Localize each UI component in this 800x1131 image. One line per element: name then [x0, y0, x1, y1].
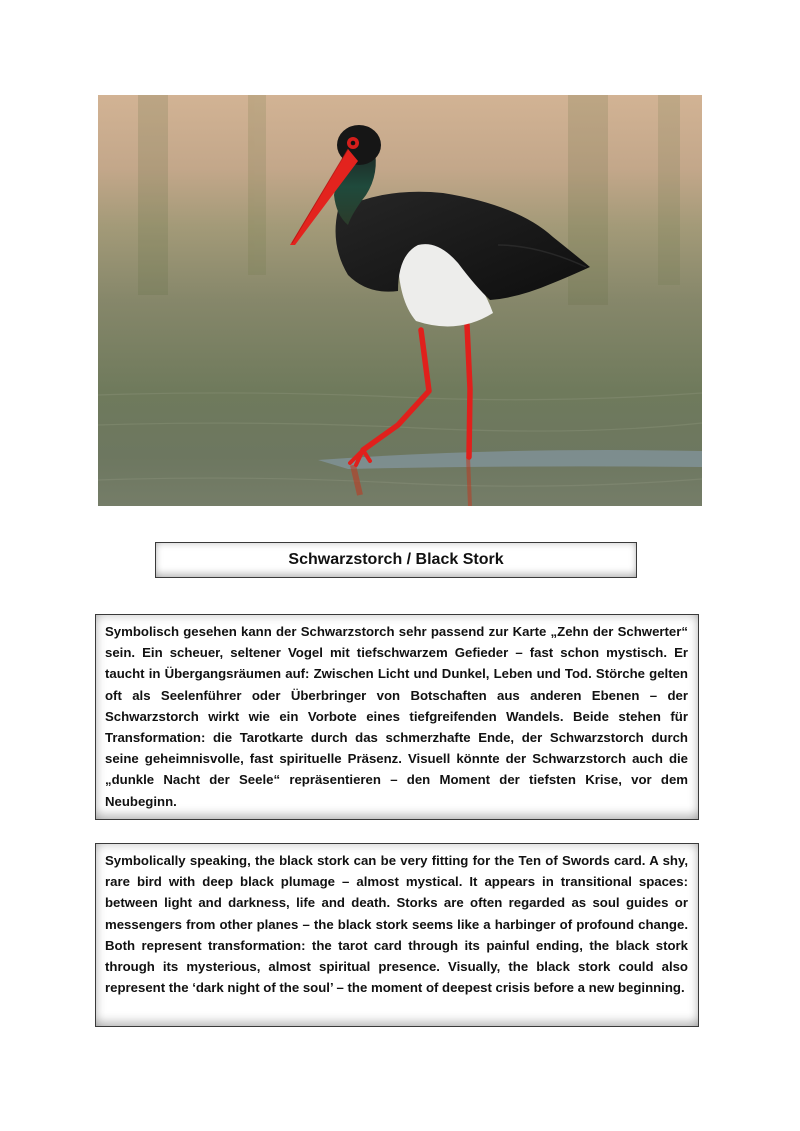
english-text-box	[95, 843, 699, 1027]
german-text-box	[95, 614, 699, 820]
english-paragraph: Symbolically speaking, the black stork can be very fitting for the Ten of Swords card. A shy, rare bird with deep black plumage – almost mystical. It appears in transitional spaces: between light and darkness, life and death. Storks are often regarded as soul guides or messengers from other planes – the black stork seems like a harbinger of profound change. Both represent transformation: the tarot card through its painful ending, the black stork through its mysterious, almost spiritual presence. Visually, the black stork could also represent the ‘dark night of the soul’ – the moment of deepest crisis before a new beginning.	[105, 853, 688, 996]
title-box	[155, 542, 637, 578]
black-stork-photo	[98, 95, 702, 506]
page-title: Schwarzstorch / Black Stork	[288, 551, 504, 568]
german-paragraph: Symbolisch gesehen kann der Schwarzstorch sehr passend zur Karte „Zehn der Schwerter“ sein. Ein scheuer, seltener Vogel mit tiefschwarzem Gefieder – fast schon mystisch. Er taucht in Übergangsräumen auf: Zwischen Licht und Dunkel, Leben und Tod. Störche gelten oft als Seelenführer oder Überbringer von Botschaften aus anderen Ebenen – der Schwarzstorch wirkt wie ein Vorbote eines tiefgreifenden Wandels. Beide stehen für Transformation: die Tarotkarte durch das schmerzhafte Ende, der Schwarzstorch durch seine geheimnisvolle, fast spirituelle Präsenz. Visuell könnte der Schwarzstorch auch die „dunkle Nacht der Seele“ repräsentieren – den Moment der tiefsten Krise, vor dem Neubeginn.	[105, 624, 688, 809]
